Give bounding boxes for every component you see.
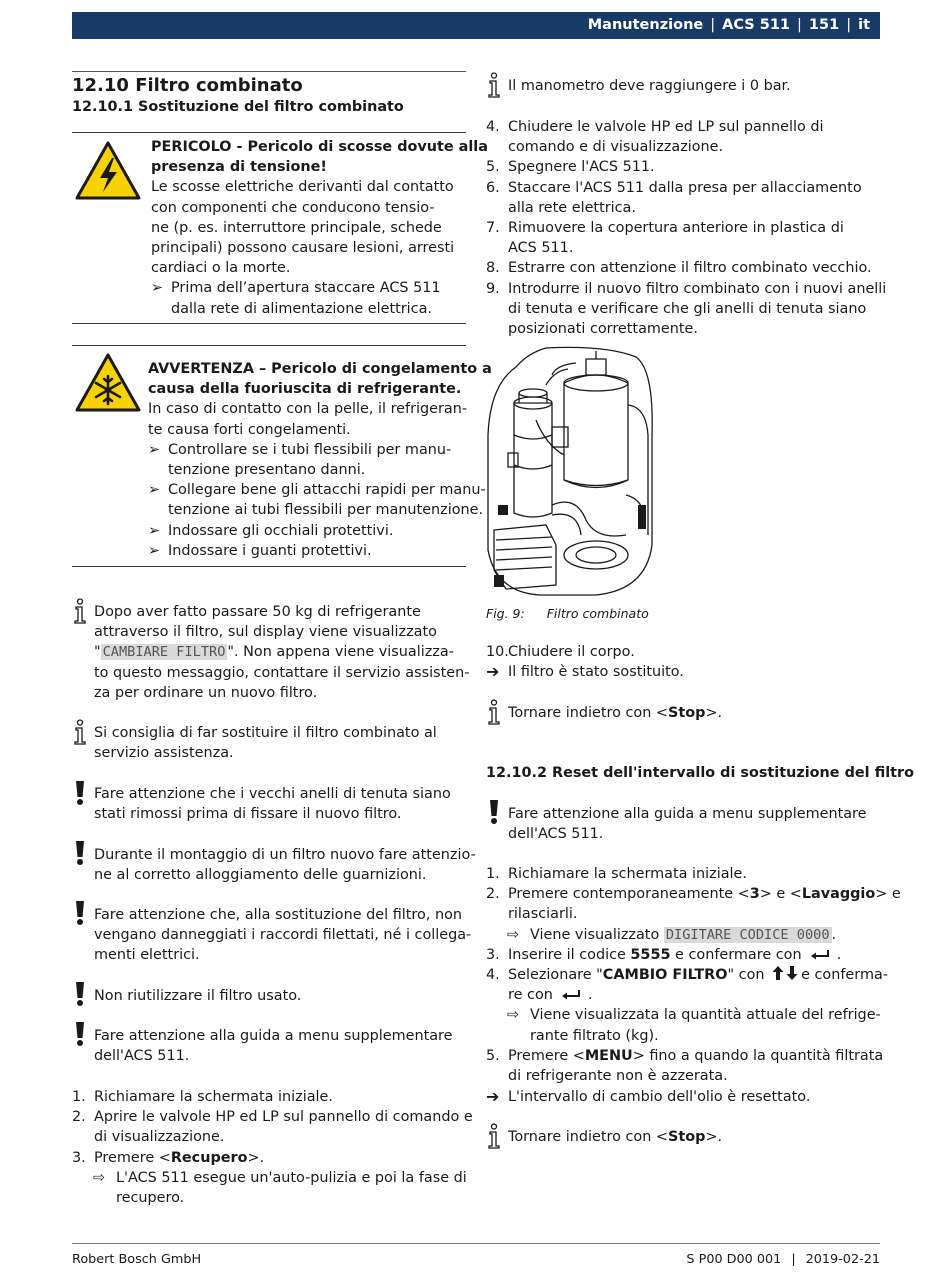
footer-company: Robert Bosch GmbH [72,1252,202,1267]
warning-bottom-rule [72,566,466,567]
footer-rule [72,1243,880,1244]
info-text-part: Tornare indietro con < [508,705,668,721]
action-arrow-icon: ➢ [148,542,161,559]
step-number: 6. [486,179,500,196]
result-text-part: . [831,926,837,943]
subsection-title: 12.10.2 Reset dell'intervallo di sostituzione del filtro [486,765,915,781]
danger-action-line: dalla rete di alimentazione elettrica. [171,300,432,317]
step-text-part: Premere < [508,1047,585,1064]
info-line: za per ordinare un nuovo filtro. [94,684,318,701]
step-text: rilasciarli. [508,906,578,923]
note-menu-guide [94,1026,453,1066]
step-text [508,1046,884,1066]
note-line: Fare attenzione alla guida a menu supplementare [94,1028,453,1044]
header-product: ACS 511 [722,17,791,33]
info-line: Si consiglia di far sostituire il filtro combinato al [94,725,437,741]
step-item [72,1148,466,1168]
warning-action [148,480,486,520]
figure-caption [486,604,649,624]
step-text: di visualizzazione. [94,1129,225,1146]
action-arrow-icon: ➢ [148,522,161,539]
info-icon [486,1123,502,1149]
step-number: 7. [486,220,500,237]
note-line: Durante il montaggio di un filtro nuovo fare attenzio- [94,847,476,863]
step-number: 2. [72,1109,86,1126]
note-line: dell'ACS 511. [94,1048,190,1065]
danger-body-line: Le scosse elettriche derivanti dal contatto [151,179,454,196]
info-text-part: Tornare indietro con < [508,1129,668,1145]
info-line: attraverso il filtro, sul display viene visualizzato [94,624,437,641]
note-line: Non riutilizzare il filtro usato. [94,988,302,1004]
exclamation-icon [74,840,86,866]
step-number: 4. [486,967,500,984]
info-filter-change [94,602,470,703]
info-icon [486,699,502,725]
info-back [508,703,722,723]
info-line: servizio assistenza. [94,745,234,762]
danger-message [151,137,488,319]
display-message: CAMBIARE FILTRO [102,644,226,661]
info-icon [72,719,88,745]
info-icon [72,598,88,624]
note-line: Fare attenzione che, alla sostituzione del filtro, non [94,907,462,923]
step-result [486,1005,880,1045]
header-section: Manutenzione [587,17,704,33]
note-fittings-damage [94,905,471,966]
step-text [508,965,888,985]
note-line: dell'ACS 511. [508,826,604,843]
arrow-down-icon [786,966,798,980]
key-label: 3 [749,886,760,903]
info-back [508,1127,722,1147]
warning-title-line: causa della fuoriuscita di refrigerante. [148,381,462,398]
step-text: Spegnere l'ACS 511. [508,159,655,176]
step-number: 5. [486,1047,500,1064]
key-label: Stop [667,1129,706,1145]
step-item [72,1087,466,1107]
step-number: 4. [486,119,500,135]
warning-action-line: Controllare se i tubi flessibili per manu- [168,441,452,458]
step-number: 3. [72,1149,86,1166]
warning-title-line: AVVERTENZA – Pericolo di congelamento a [148,361,492,377]
step-number: 1. [72,1089,86,1105]
danger-top-rule [72,132,466,133]
header-page-number: 151 [808,17,840,33]
step-item [486,117,880,157]
info-pressure: Il manometro deve raggiungere i 0 bar. [508,78,791,94]
display-message: DIGITARE CODICE 0000 [665,926,830,943]
step-item [486,965,888,1005]
step-text: Chiudere il corpo. [508,644,635,660]
note-line: menti elettrici. [94,947,200,964]
danger-bottom-rule [72,323,466,324]
note-gasket-seating [94,845,476,885]
frost-hazard-icon [74,352,142,414]
step-item [486,945,880,965]
step-text: Estrarre con attenzione il filtro combinato vecchio. [508,260,872,277]
danger-title-line: PERICOLO - Pericolo di scosse dovute alla [151,139,488,155]
step-number: 5. [486,159,500,176]
footer-doc-info: S P00 D00 001 | 2019-02-21 [686,1252,880,1267]
info-text-part: >. [705,1129,723,1145]
step-item [486,884,901,924]
header-language: it [858,17,870,33]
action-arrow-icon: ➢ [148,441,161,458]
info-icon [486,72,502,98]
step-text: Richiamare la schermata iniziale. [94,1089,333,1105]
info-line: Dopo aver fatto passare 50 kg di refrigerante [94,604,421,620]
footer-date: 2019-02-21 [805,1252,880,1267]
step-text: posizionati correttamente. [508,321,698,338]
step-text-part: > e < [759,886,802,903]
note-line: stati rimossi prima di fissare il nuovo filtro. [94,806,402,823]
left-steps [72,1087,473,1208]
arrow-up-icon [772,966,784,980]
result-arrow-icon: ➔ [486,1087,500,1106]
step-text: Chiudere le valvole HP ed LP sul pannello di [508,119,824,135]
step-text-part: Inserire il codice [508,946,631,963]
exclamation-icon [74,780,86,806]
warning-message [148,359,492,561]
step-text-part: e confermare con [670,946,802,963]
info-service-recommendation [94,723,437,763]
menu-item-label: CAMBIO FILTRO [602,967,728,984]
result-text: Il filtro è stato sostituito. [508,664,684,680]
result-line: L'ACS 511 esegue un'auto-pulizia e poi la fase di [116,1169,467,1186]
result-line: Viene visualizzata la quantità attuale del refrige- [530,1007,881,1024]
key-label: MENU [584,1047,633,1064]
step-text: Aprire le valvole HP ed LP sul pannello di comando e [94,1109,473,1126]
note-line: ne al corretto alloggiamento delle guarnizioni. [94,867,427,884]
step-item [72,1107,473,1147]
exclamation-icon [74,900,86,926]
warning-action-line: tenzione presentano danni. [168,462,366,479]
exclamation-icon [488,799,500,825]
info-line-rest: ". Non appena viene visualizza- [227,644,454,661]
step-item [486,218,880,258]
step-text: alla rete elettrica. [508,199,636,216]
step-item [486,1046,884,1086]
info-line: to questo messaggio, contattare il servizio assisten- [94,664,470,681]
electric-hazard-icon [74,140,142,202]
step-text-part: re con [508,987,553,1004]
note-no-reuse [94,986,301,1006]
result-text: L'intervallo di cambio dell'olio è resettato. [508,1089,811,1105]
step-text-part: Premere < [94,1149,171,1166]
step-number: 3. [486,946,500,963]
step-text: di refrigerante non è azzerata. [508,1068,728,1085]
subsection-title: 12.10.1 Sostituzione del filtro combinato [72,99,404,115]
step-item [486,157,880,177]
action-arrow-icon: ➢ [151,280,164,297]
step-text-part: Selezionare " [508,967,603,984]
result-arrow-icon: ⇨ [507,926,520,943]
enter-key-icon [561,989,583,1001]
step-text [94,1148,466,1168]
danger-title-line: presenza di tensione! [151,159,327,176]
step-result [486,925,880,945]
step-text-part: Premere contemporaneamente < [508,886,750,903]
warning-body-line: In caso di contatto con la pelle, il refrigeran- [148,401,468,418]
exclamation-icon [74,981,86,1007]
warning-action-line: Collegare bene gli attacchi rapidi per manu- [168,482,486,499]
step-number: 8. [486,260,500,277]
action-arrow-icon: ➢ [148,482,161,499]
step-item [486,258,880,278]
footer-doc-id: S P00 D00 001 [686,1252,782,1267]
step-text: Introdurre il nuovo filtro combinato con i nuovi anelli [508,280,887,297]
info-text-part: >. [705,705,723,721]
step-text-part: e conferma- [801,967,888,984]
warning-action [148,541,466,561]
danger-body-line: principali) possono causare lesioni, arresti [151,240,455,257]
figure-caption-text: Filtro combinato [546,606,649,621]
info-line [94,642,466,662]
note-line: vengano danneggiati i raccordi filettati, né i collega- [94,927,472,944]
warning-action [148,440,466,480]
section-title: 12.10 Filtro combinato [72,75,303,96]
page-header: Manutenzione | ACS 511 | 151 | it [72,12,880,39]
warning-action-line: Indossare i guanti protettivi. [168,542,372,559]
step-number: 2. [486,886,500,903]
step-text: di tenuta e verificare che gli anelli di tenuta siano [508,300,867,317]
key-label: Recupero [170,1149,248,1166]
code-value: 5555 [630,946,671,963]
warning-action [148,521,466,541]
danger-action [151,278,466,318]
step-text: re con . [508,987,593,1004]
step-number: 10. [486,644,509,660]
result-line [486,1087,499,1108]
danger-body-line: con componenti che conducono tensio- [151,199,435,216]
step-text: ACS 511. [508,240,574,257]
step-text-part: >. [247,1149,265,1166]
step-text: Rimuovere la copertura anteriore in plastica di [508,220,844,237]
step-item [486,178,880,218]
warning-body-line: te causa forti congelamenti. [148,421,351,438]
result-line: recupero. [116,1190,185,1207]
quote-mark: " [94,644,101,661]
exclamation-icon [74,1021,86,1047]
step-text-part: > fino a quando la quantità filtrata [632,1047,884,1064]
note-menu-guide [508,804,867,844]
warning-action-line: tenzione ai tubi flessibili per manutenzione. [168,502,484,519]
note-line: Fare attenzione che i vecchi anelli di tenuta siano [94,786,451,802]
step-text-part: > e [875,886,901,903]
step-number: 1. [486,866,500,882]
result-arrow-icon: ⇨ [507,1007,520,1024]
combined-filter-illustration [486,345,656,597]
step-text: Staccare l'ACS 511 dalla presa per allacciamento [508,179,862,196]
result-text-part: Viene visualizzato [530,926,664,943]
step-text [508,884,901,904]
reset-steps [486,864,901,1086]
section-rule [72,71,466,72]
result-arrow-icon: ⇨ [93,1169,106,1186]
danger-body-line: ne (p. es. interruttore principale, schede [151,219,442,236]
note-line: Fare attenzione alla guida a menu supplementare [508,806,867,822]
danger-body-line: cardiaci o la morte. [151,260,291,277]
danger-action-line: Prima dell’apertura staccare ACS 511 [171,280,441,297]
step-result [72,1168,466,1208]
enter-key-icon [810,949,832,961]
key-label: Stop [667,705,706,721]
right-steps [486,117,887,339]
warning-action-line: Indossare gli occhiali protettivi. [168,522,394,539]
step-text: Richiamare la schermata iniziale. [508,866,747,882]
result-line [486,662,499,683]
step-item [486,864,880,884]
step-text: comando e di visualizzazione. [508,139,724,156]
step-item [486,279,887,340]
step-number: 9. [486,280,500,297]
result-line [530,925,880,945]
figure-label: Fig. 9: [486,606,525,621]
result-arrow-icon: ➔ [486,662,500,681]
warning-top-rule [72,345,466,346]
step-text-part: " con [727,967,765,984]
note-seals-removed [94,784,451,824]
step-text: Inserire il codice 5555 e confermare con . [508,946,842,963]
result-line: rante filtrato (kg). [530,1027,659,1044]
key-label: Lavaggio [801,886,876,903]
